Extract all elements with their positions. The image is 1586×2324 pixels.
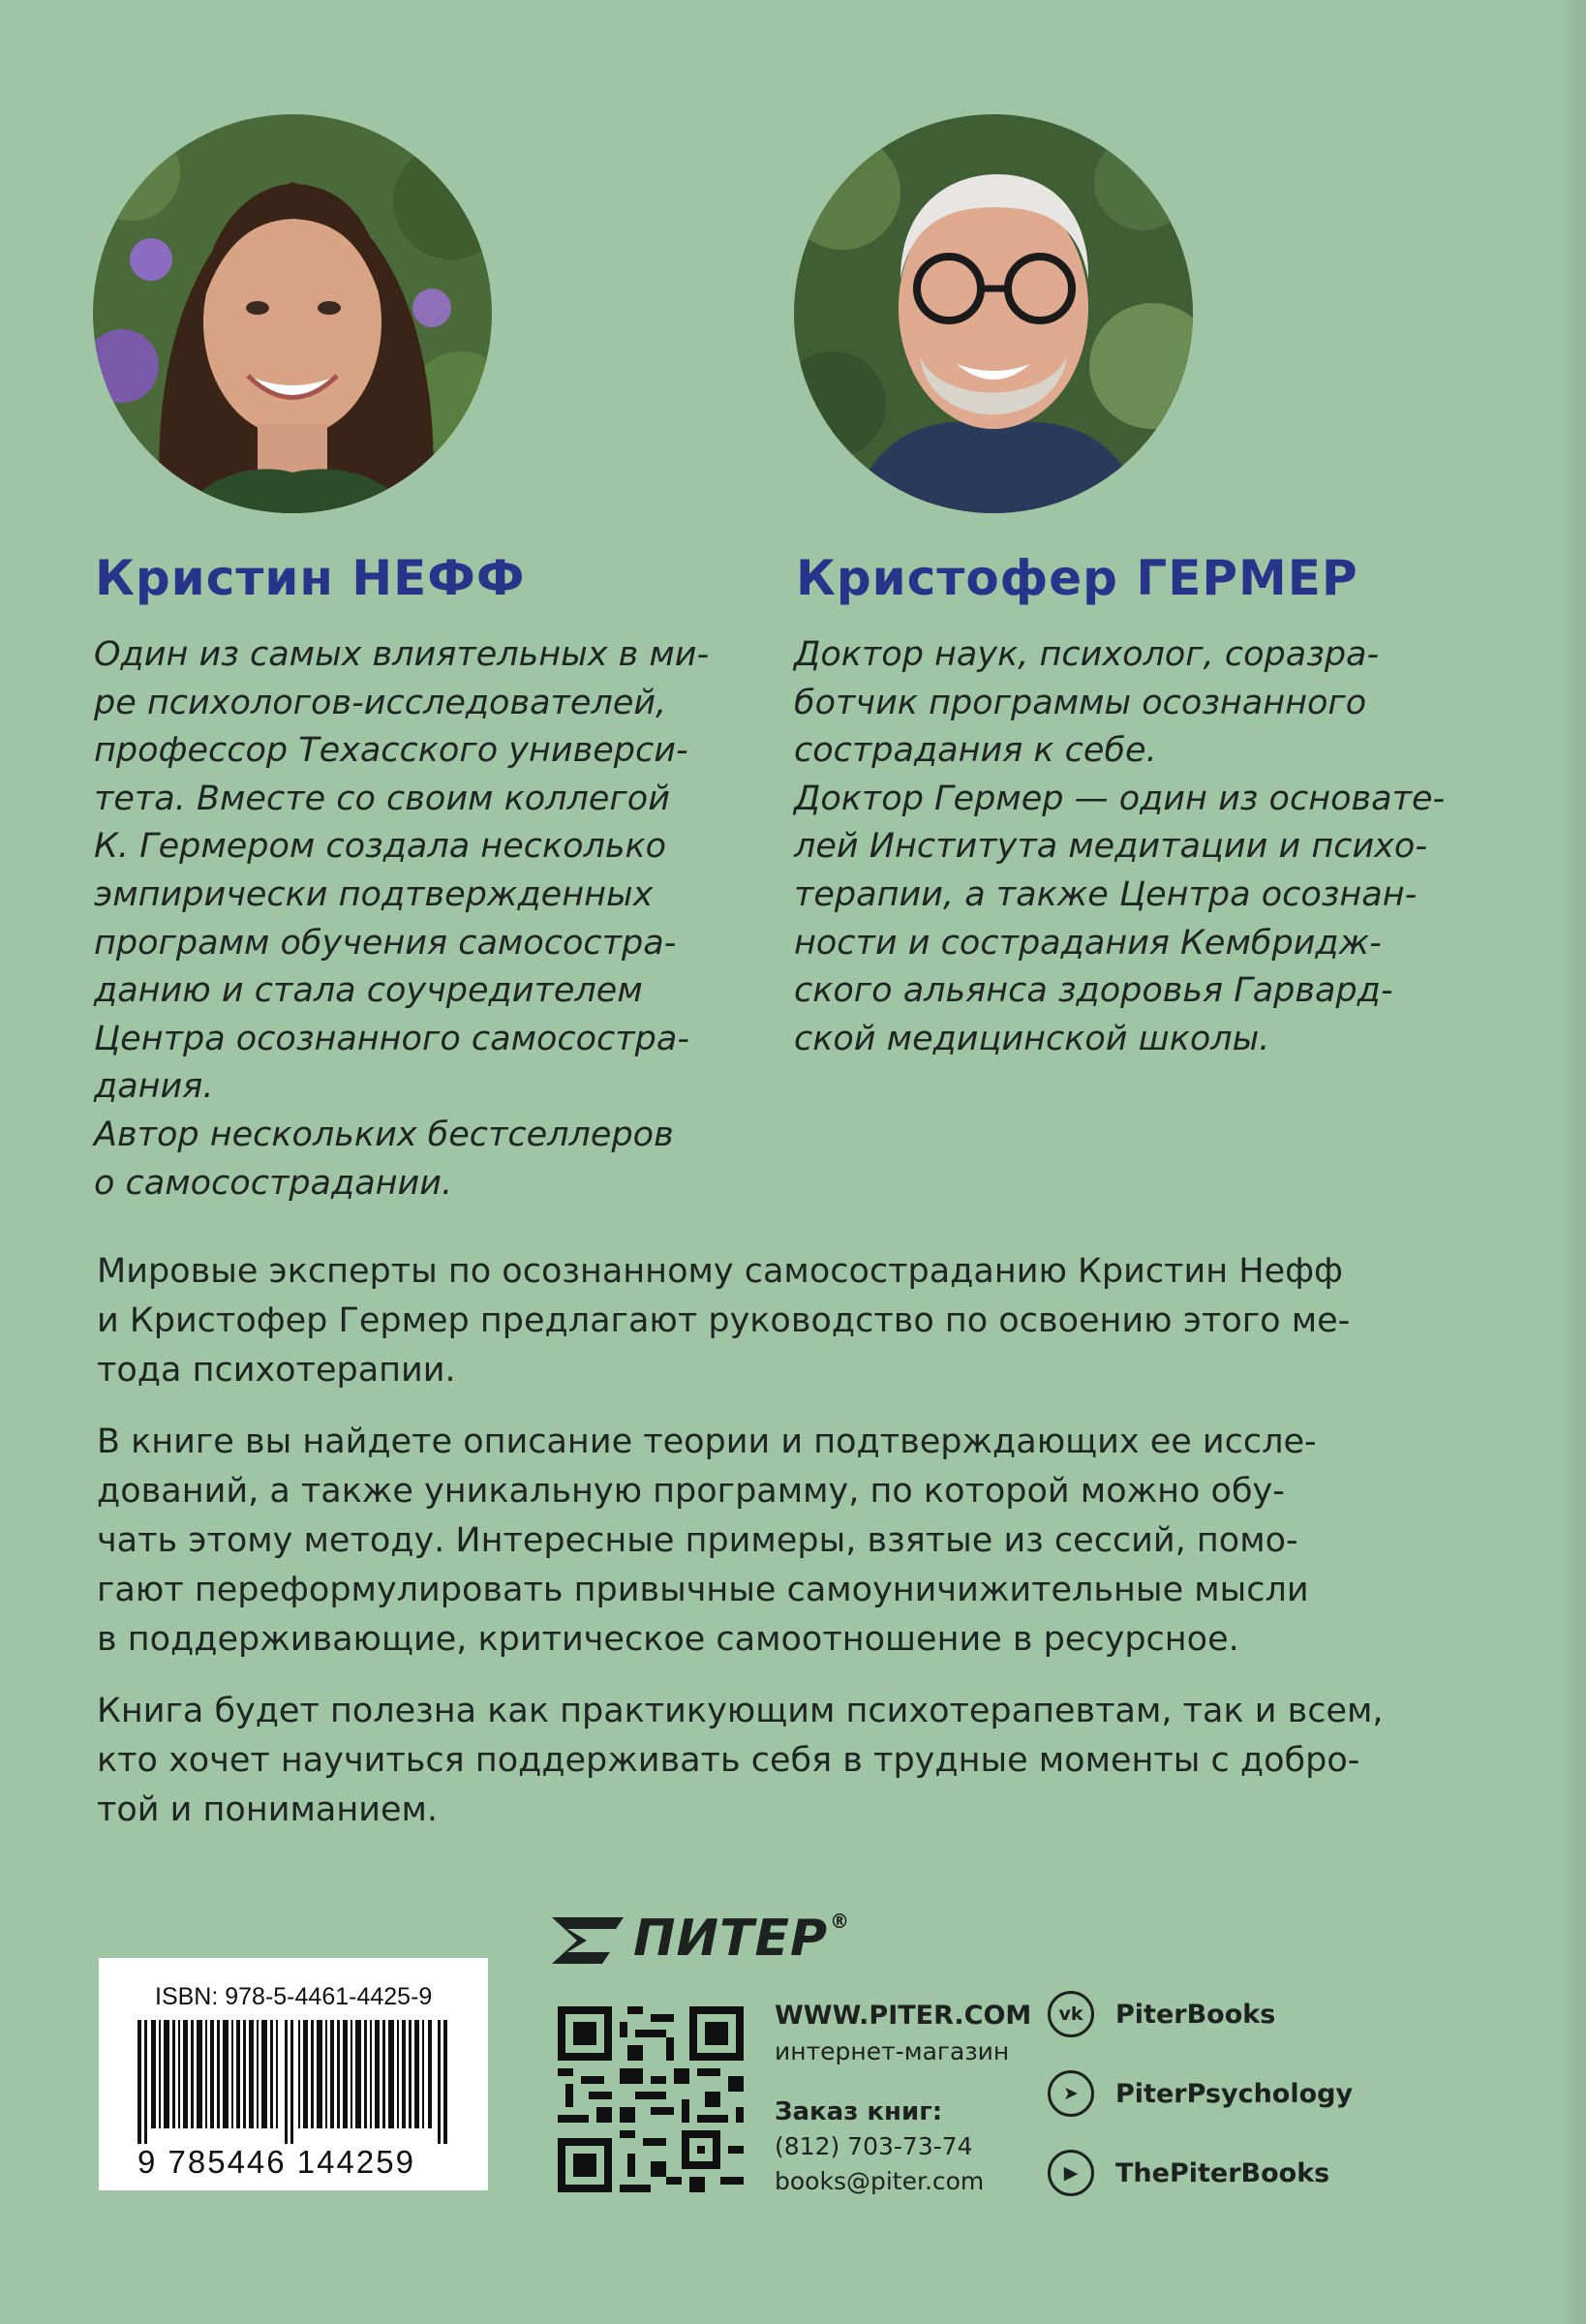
- bio-line: ре психологов-исследователей,: [94, 683, 667, 722]
- description-line: В книге вы найдете описание теории и подтверждающих ее иссле-: [97, 1422, 1317, 1462]
- bio-line: программ обучения самосостра-: [94, 923, 677, 963]
- description-line: в поддерживающие, критическое самоотношение в ресурсное.: [97, 1619, 1239, 1659]
- description-line: Книга будет полезна как практикующим психотерапевтам, так и всем,: [97, 1692, 1384, 1731]
- bio-line: данию и стала соучредителем: [94, 971, 643, 1011]
- social-link-telegram[interactable]: [1048, 2070, 1353, 2117]
- telegram-icon: ➤: [1048, 2070, 1094, 2117]
- isbn-barcode: [99, 1958, 488, 2190]
- bio-line: Один из самых влиятельных в ми-: [94, 635, 710, 674]
- qr-code-icon[interactable]: [558, 2006, 744, 2192]
- online-shop-label: интернет-магазин: [775, 2037, 1010, 2065]
- author-photo-germer: [794, 114, 1193, 513]
- description-line: и Кристофер Гермер предлагают руководство по освоению этого ме-: [97, 1300, 1351, 1340]
- description-line: чать этому методу. Интересные примеры, взятые из сессий, помо-: [97, 1520, 1298, 1560]
- vk-icon: vk: [1048, 1991, 1094, 2037]
- author-name-neff: Кристин НЕФФ: [95, 550, 526, 606]
- bio-line: о самосострадании.: [94, 1163, 453, 1203]
- social-label: PiterBooks: [1115, 1999, 1276, 2030]
- publisher-logo: [548, 1910, 850, 1968]
- isbn-number: ISBN: 978-5-4461-4425-9: [155, 1983, 433, 2010]
- registered-mark: ®: [830, 1910, 851, 1933]
- description-paragraph: [97, 1247, 1510, 1394]
- order-email-link[interactable]: books@piter.com: [775, 2167, 985, 2195]
- description-line: гают переформулировать привычные самоуничижительные мысли: [97, 1570, 1309, 1609]
- publisher-logo-text: ПИТЕР ®: [633, 1910, 851, 1968]
- social-label: ThePiterBooks: [1115, 2157, 1330, 2188]
- bio-line: Центра осознанного самосостра-: [94, 1019, 689, 1058]
- bio-line: терапии, а также Центра осознан-: [794, 874, 1418, 914]
- bio-line: ботчик программы осознанного: [794, 683, 1367, 722]
- bio-line: ности и сострадания Кембридж-: [794, 923, 1382, 963]
- bio-line: Доктор Гермер — один из основате-: [794, 779, 1446, 818]
- author-name-germer: Кристофер ГЕРМЕР: [796, 550, 1358, 606]
- bio-line: лей Института медитации и психо-: [794, 827, 1427, 867]
- bio-line: эмпирически подтвержденных: [94, 874, 654, 914]
- piter-logo-mark-icon: [548, 1911, 627, 1966]
- bio-line: ской медицинской школы.: [794, 1019, 1270, 1058]
- book-description: [97, 1247, 1510, 1858]
- bio-line: К. Гермером создала несколько: [94, 827, 667, 867]
- cover-edge-shadow: [1557, 0, 1586, 2324]
- social-link-vk[interactable]: [1048, 1991, 1275, 2037]
- bio-line: Автор нескольких бестселлеров: [94, 1115, 674, 1154]
- social-link-youtube[interactable]: [1048, 2150, 1329, 2196]
- description-paragraph: [97, 1687, 1510, 1834]
- barcode-icon: [137, 2020, 449, 2144]
- order-phone[interactable]: (812) 703-73-74: [775, 2132, 973, 2160]
- bio-line: тета. Вместе со своим коллегой: [94, 779, 670, 818]
- bio-line: сострадания к себе.: [794, 731, 1157, 771]
- author-bio-neff: [94, 631, 772, 1208]
- bio-line: дания.: [94, 1067, 214, 1107]
- description-line: тода психотерапии.: [97, 1350, 456, 1390]
- youtube-play-icon: ▶: [1048, 2150, 1094, 2196]
- author-bio-germer: [794, 631, 1491, 1063]
- description-line: Мировые эксперты по осознанному самосостраданию Кристин Нефф: [97, 1252, 1343, 1291]
- description-line: той и пониманием.: [97, 1789, 439, 1829]
- description-paragraph: [97, 1418, 1510, 1664]
- order-books-label: Заказ книг:: [775, 2097, 943, 2126]
- author-photo-neff: [93, 114, 492, 513]
- bio-line: Доктор наук, психолог, соразра-: [794, 635, 1380, 674]
- description-line: кто хочет научиться поддерживать себя в трудные моменты с добро-: [97, 1741, 1360, 1781]
- publisher-website-link[interactable]: WWW.PITER.COM: [775, 2001, 1032, 2031]
- bio-line: профессор Техасского универси-: [94, 731, 688, 771]
- social-label: PiterPsychology: [1115, 2078, 1354, 2109]
- description-line: дований, а также уникальную программу, по которой можно обу-: [97, 1472, 1285, 1512]
- bio-line: ского альянса здоровья Гарвард-: [794, 971, 1393, 1011]
- barcode-digits: 9 785446 144259: [137, 2144, 415, 2180]
